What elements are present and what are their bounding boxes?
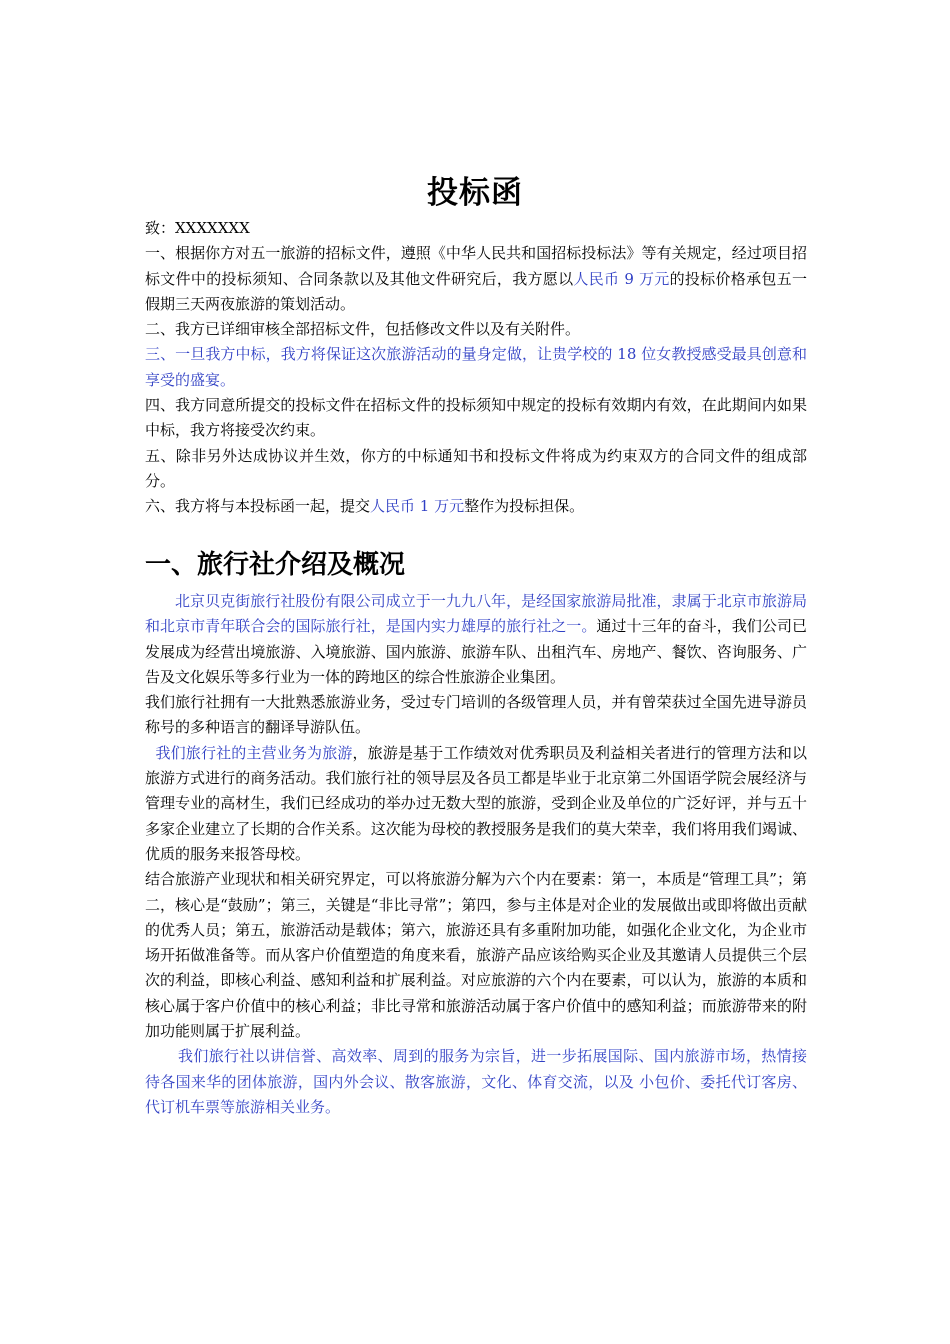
- document-title: 投标函: [427, 175, 523, 211]
- intro-paragraph-1-highlight: 北京贝克街旅行社股份有限公司成立于一九九八年，是经国家旅游局批准，隶属于北京市旅游局和北京市青年联合会的国际旅行社，是国内实力雄厚的旅行社之一。: [145, 592, 807, 636]
- agency-intro-body: [145, 589, 807, 1120]
- intro-paragraph-1: [145, 589, 807, 690]
- intro-paragraph-3-rest: ，旅游是基于工作绩效对优秀职员及利益相关者进行的管理方法和以旅游方式进行的商务活动。我们旅行社的领导层及各员工都是毕业于北京第二外国语学院会展经济与管理专业的高材生，我们已经成功的举办过无数大型的旅游，受到企业及单位的广泛好评，并与五十多家企业建立了长期的合作关系。这次能为母校的教授服务是我们的莫大荣幸，我们将用我们竭诚、优质的服务来报答母校。: [145, 743, 807, 863]
- bid-item-4: 四、我方同意所提交的投标文件在招标文件的投标须知中规定的投标有效期内有效，在此期间内如果中标，我方将接受次约束。: [145, 396, 807, 440]
- intro-paragraph-4: 结合旅游产业现状和相关研究界定，可以将旅游分解为六个内在要素：第一，本质是“管理工具”；第二，核心是“鼓励”；第三，关键是“非比寻常”；第四，参与主体是对企业的发展做出或即将做出贡献的优秀人员；第五，旅游活动是载体；第六，旅游还具有多重附加功能，如强化企业文化，为企业市场开拓做准备等。而从客户价值塑造的角度来看，旅游产品应该给购买企业及其邀请人员提供三个层次的利益，即核心利益、感知利益和扩展利益。对应旅游的六个内在要素，可以认为，旅游的本质和核心属于客户价值中的核心利益；非比寻常和旅游活动属于客户价值中的感知利益；而旅游带来的附加功能则属于扩展利益。: [145, 870, 807, 1041]
- bid-item-1-text-a: 一、根据你方对五一旅游的招标文件，遵照《中华人民共和国招标投标法》等有关规定，经过项目招标文件中的投标须知、合同条款以及其他文件研究后，我方愿以: [145, 244, 807, 288]
- bid-item-2: 二、我方已详细审核全部招标文件，包括修改文件以及有关附件。: [145, 320, 581, 339]
- bid-item-6-text-a: 六、我方将与本投标函一起，提交: [145, 497, 371, 516]
- bid-item-6: [145, 494, 807, 519]
- bid-item-3: 三、一旦我方中标，我方将保证这次旅游活动的量身定做，让贵学校的 18 位女教授感受最具创意和享受的盛宴。: [145, 345, 807, 389]
- bid-item-1: [145, 241, 807, 317]
- bid-guarantee: 人民币 1 万元: [370, 497, 465, 516]
- bid-letter-body: [145, 216, 807, 520]
- intro-paragraph-1-rest: 通过十三年的奋斗，我们公司已发展成为经营出境旅游、入境旅游、国内旅游、旅游车队、出租汽车、房地产、餐饮、咨询服务、广告及文化娱乐等多行业为一体的跨地区的综合性旅游企业集团。: [145, 617, 807, 686]
- intro-paragraph-5: 我们旅行社以讲信誉、高效率、周到的服务为宗旨，进一步拓展国际、国内旅游市场，热情接待各国来华的团体旅游，国内外会议、散客旅游，文化、体育交流，以及 小包价、委托代订客房、代订机车票等旅游相关业务。: [145, 1047, 807, 1116]
- intro-paragraph-3-highlight: 我们旅行社的主营业务为旅游: [155, 743, 353, 762]
- bid-item-5: 五、除非另外达成协议并生效，你方的中标通知书和投标文件将成为约束双方的合同文件的组成部分。: [145, 446, 807, 490]
- section-heading: 一、旅行社介绍及概况: [145, 550, 406, 580]
- bid-price: 人民币 9 万元: [573, 269, 670, 288]
- addressee: 致：XXXXXXX: [145, 219, 250, 237]
- intro-paragraph-3: [145, 741, 807, 867]
- intro-paragraph-2: 我们旅行社拥有一大批熟悉旅游业务，受过专门培训的各级管理人员，并有曾荣获过全国先进导游员称号的多种语言的翻译导游队伍。: [145, 693, 807, 737]
- bid-item-1-text-c: 的投标价格承包五一假期三天两夜旅游的策划活动。: [145, 269, 807, 313]
- bid-item-6-text-c: 整作为投标担保。: [464, 497, 585, 516]
